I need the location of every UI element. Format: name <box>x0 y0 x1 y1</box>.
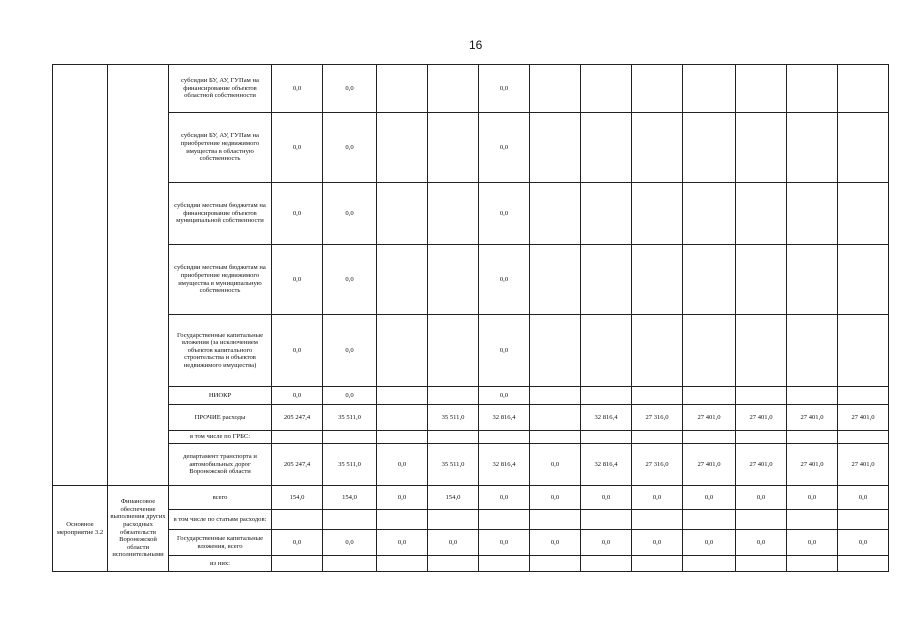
value-cell <box>838 556 889 572</box>
name-cell-empty <box>108 245 169 315</box>
value-cell <box>377 183 428 245</box>
value-cell: 35 511,0 <box>323 405 377 431</box>
value-cell <box>736 431 787 444</box>
value-cell: 27 401,0 <box>787 405 838 431</box>
value-cell <box>683 245 736 315</box>
value-cell <box>272 510 323 530</box>
value-cell <box>736 315 787 387</box>
value-cell <box>581 65 632 113</box>
table-row <box>53 431 889 444</box>
value-cell <box>787 510 838 530</box>
value-cell <box>377 113 428 183</box>
name-cell-empty <box>108 387 169 405</box>
value-cell: 0,0 <box>479 486 530 510</box>
value-cell <box>683 183 736 245</box>
value-cell <box>838 510 889 530</box>
table-row <box>53 510 889 530</box>
value-cell: 0,0 <box>479 65 530 113</box>
value-cell: 0,0 <box>377 444 428 486</box>
value-cell: 32 816,4 <box>479 405 530 431</box>
name-cell-empty <box>108 431 169 444</box>
table-row <box>53 113 889 183</box>
value-cell: 0,0 <box>428 530 479 556</box>
value-cell: 0,0 <box>479 183 530 245</box>
status-cell-empty <box>53 387 108 405</box>
value-cell <box>632 315 683 387</box>
value-cell <box>530 65 581 113</box>
expense-label: субсидии БУ, АУ, ГУПам на приобретение недвижимого имущества в областную собственность <box>169 113 272 183</box>
value-cell: 0,0 <box>736 486 787 510</box>
expense-label: департамент транспорта и автомобильных дорог Воронежской области <box>169 444 272 486</box>
value-cell <box>377 315 428 387</box>
budget-table <box>52 64 889 572</box>
value-cell <box>428 556 479 572</box>
name-cell-empty <box>108 183 169 245</box>
value-cell <box>428 183 479 245</box>
name-cell-empty <box>108 405 169 431</box>
value-cell: 0,0 <box>323 387 377 405</box>
table-row <box>53 245 889 315</box>
expense-label: субсидии местным бюджетам на приобретение недвижимого имущества в муниципальную собственность <box>169 245 272 315</box>
page-number: 16 <box>469 38 483 52</box>
value-cell <box>632 65 683 113</box>
value-cell <box>683 431 736 444</box>
value-cell <box>428 65 479 113</box>
value-cell <box>530 556 581 572</box>
value-cell <box>530 113 581 183</box>
value-cell <box>683 113 736 183</box>
value-cell <box>787 65 838 113</box>
value-cell <box>377 510 428 530</box>
value-cell <box>581 315 632 387</box>
value-cell: 32 816,4 <box>581 405 632 431</box>
value-cell <box>581 510 632 530</box>
value-cell <box>428 387 479 405</box>
value-cell: 27 401,0 <box>683 405 736 431</box>
expense-label: из них: <box>169 556 272 572</box>
value-cell: 0,0 <box>787 486 838 510</box>
value-cell <box>479 510 530 530</box>
value-cell <box>581 431 632 444</box>
table-row <box>53 405 889 431</box>
value-cell <box>428 431 479 444</box>
table-row <box>53 65 889 113</box>
value-cell: 0,0 <box>683 486 736 510</box>
value-cell <box>787 556 838 572</box>
value-cell: 0,0 <box>323 530 377 556</box>
value-cell: 0,0 <box>838 530 889 556</box>
value-cell <box>683 315 736 387</box>
value-cell: 35 511,0 <box>428 444 479 486</box>
value-cell <box>377 245 428 315</box>
value-cell <box>632 113 683 183</box>
value-cell <box>428 315 479 387</box>
value-cell <box>736 183 787 245</box>
value-cell: 32 816,4 <box>479 444 530 486</box>
value-cell <box>530 405 581 431</box>
value-cell: 0,0 <box>479 315 530 387</box>
value-cell <box>581 556 632 572</box>
value-cell <box>838 65 889 113</box>
value-cell <box>838 113 889 183</box>
value-cell <box>530 431 581 444</box>
value-cell: 0,0 <box>272 183 323 245</box>
value-cell: 27 316,0 <box>632 405 683 431</box>
value-cell: 0,0 <box>787 530 838 556</box>
value-cell <box>323 431 377 444</box>
name-cell-empty <box>108 65 169 113</box>
name-cell-empty <box>108 113 169 183</box>
expense-label: субсидии местным бюджетам на финансирование объектов муниципальной собственности <box>169 183 272 245</box>
value-cell: 0,0 <box>479 245 530 315</box>
value-cell: 205 247,4 <box>272 444 323 486</box>
value-cell: 0,0 <box>683 530 736 556</box>
value-cell: 0,0 <box>323 245 377 315</box>
value-cell: 0,0 <box>272 387 323 405</box>
value-cell: 0,0 <box>838 486 889 510</box>
value-cell <box>632 510 683 530</box>
value-cell <box>428 510 479 530</box>
value-cell: 0,0 <box>272 530 323 556</box>
value-cell: 0,0 <box>323 113 377 183</box>
value-cell <box>736 65 787 113</box>
value-cell <box>632 387 683 405</box>
value-cell <box>736 556 787 572</box>
value-cell: 154,0 <box>428 486 479 510</box>
value-cell: 0,0 <box>272 245 323 315</box>
value-cell: 27 316,0 <box>632 444 683 486</box>
expense-label: НИОКР <box>169 387 272 405</box>
expense-label: Государственные капитальные вложения (за исключением объектов капитального строительства и объектов недвижимого имущества) <box>169 315 272 387</box>
value-cell <box>272 556 323 572</box>
value-cell: 0,0 <box>323 315 377 387</box>
value-cell <box>787 315 838 387</box>
value-cell <box>581 183 632 245</box>
value-cell <box>272 431 323 444</box>
value-cell: 0,0 <box>530 486 581 510</box>
status-cell-empty <box>53 65 108 113</box>
value-cell <box>530 387 581 405</box>
value-cell: 27 401,0 <box>787 444 838 486</box>
value-cell <box>838 245 889 315</box>
value-cell <box>683 387 736 405</box>
value-cell <box>323 556 377 572</box>
value-cell <box>632 183 683 245</box>
value-cell <box>479 556 530 572</box>
value-cell <box>736 113 787 183</box>
value-cell: 0,0 <box>736 530 787 556</box>
value-cell: 0,0 <box>272 113 323 183</box>
value-cell <box>787 431 838 444</box>
expense-label: в том числе по ГРБС: <box>169 431 272 444</box>
value-cell <box>581 245 632 315</box>
value-cell <box>530 315 581 387</box>
value-cell <box>581 387 632 405</box>
value-cell <box>530 510 581 530</box>
value-cell: 27 401,0 <box>683 444 736 486</box>
value-cell <box>838 431 889 444</box>
name-cell-empty <box>108 444 169 486</box>
table-row <box>53 444 889 486</box>
value-cell <box>838 387 889 405</box>
value-cell <box>787 183 838 245</box>
status-cell-empty <box>53 183 108 245</box>
value-cell: 0,0 <box>581 530 632 556</box>
value-cell: 0,0 <box>581 486 632 510</box>
value-cell: 0,0 <box>530 444 581 486</box>
value-cell: 0,0 <box>632 486 683 510</box>
value-cell: 35 511,0 <box>428 405 479 431</box>
value-cell <box>632 556 683 572</box>
expense-label: Государственные капитальные вложения, всего <box>169 530 272 556</box>
value-cell <box>632 245 683 315</box>
status-cell-empty <box>53 245 108 315</box>
status-cell-empty <box>53 444 108 486</box>
value-cell: 0,0 <box>479 387 530 405</box>
value-cell: 154,0 <box>323 486 377 510</box>
value-cell <box>683 65 736 113</box>
value-cell <box>377 387 428 405</box>
value-cell <box>787 113 838 183</box>
status-cell-empty <box>53 431 108 444</box>
value-cell: 0,0 <box>479 113 530 183</box>
table-row <box>53 315 889 387</box>
value-cell <box>838 315 889 387</box>
value-cell: 27 401,0 <box>838 405 889 431</box>
value-cell <box>530 245 581 315</box>
value-cell <box>377 431 428 444</box>
name-cell-empty <box>108 315 169 387</box>
table-row <box>53 183 889 245</box>
value-cell <box>736 387 787 405</box>
expense-label: в том числе по статьям расходов: <box>169 510 272 530</box>
value-cell: 35 511,0 <box>323 444 377 486</box>
value-cell <box>428 245 479 315</box>
value-cell <box>683 556 736 572</box>
table-row <box>53 486 889 510</box>
value-cell <box>530 183 581 245</box>
value-cell: 0,0 <box>530 530 581 556</box>
expense-label: ПРОЧИЕ расходы <box>169 405 272 431</box>
value-cell: 0,0 <box>377 530 428 556</box>
value-cell <box>479 431 530 444</box>
value-cell <box>581 113 632 183</box>
value-cell <box>838 183 889 245</box>
value-cell: 32 816,4 <box>581 444 632 486</box>
table-row <box>53 530 889 556</box>
value-cell <box>787 387 838 405</box>
value-cell <box>736 510 787 530</box>
value-cell: 27 401,0 <box>736 444 787 486</box>
expense-label: субсидии БУ, АУ, ГУПам на финансирование объектов областной собственности <box>169 65 272 113</box>
value-cell: 27 401,0 <box>736 405 787 431</box>
value-cell <box>377 556 428 572</box>
value-cell: 0,0 <box>323 65 377 113</box>
value-cell: 27 401,0 <box>838 444 889 486</box>
expense-label: всего <box>169 486 272 510</box>
value-cell <box>377 405 428 431</box>
value-cell <box>736 245 787 315</box>
value-cell <box>632 431 683 444</box>
value-cell <box>377 65 428 113</box>
value-cell <box>428 113 479 183</box>
value-cell: 205 247,4 <box>272 405 323 431</box>
value-cell: 0,0 <box>377 486 428 510</box>
table-row <box>53 387 889 405</box>
status-cell-empty <box>53 315 108 387</box>
value-cell: 0,0 <box>479 530 530 556</box>
value-cell <box>787 245 838 315</box>
value-cell: 0,0 <box>272 315 323 387</box>
value-cell: 0,0 <box>323 183 377 245</box>
status-cell-empty <box>53 405 108 431</box>
measure-name: Финансовое обеспечение выполнения других расходных обязательств Воронежской области исполнительными <box>108 486 169 572</box>
value-cell: 0,0 <box>632 530 683 556</box>
measure-status: Основное мероприятие 3.2 <box>53 486 108 572</box>
value-cell <box>323 510 377 530</box>
value-cell: 0,0 <box>272 65 323 113</box>
value-cell: 154,0 <box>272 486 323 510</box>
value-cell <box>683 510 736 530</box>
status-cell-empty <box>53 113 108 183</box>
table-row <box>53 556 889 572</box>
